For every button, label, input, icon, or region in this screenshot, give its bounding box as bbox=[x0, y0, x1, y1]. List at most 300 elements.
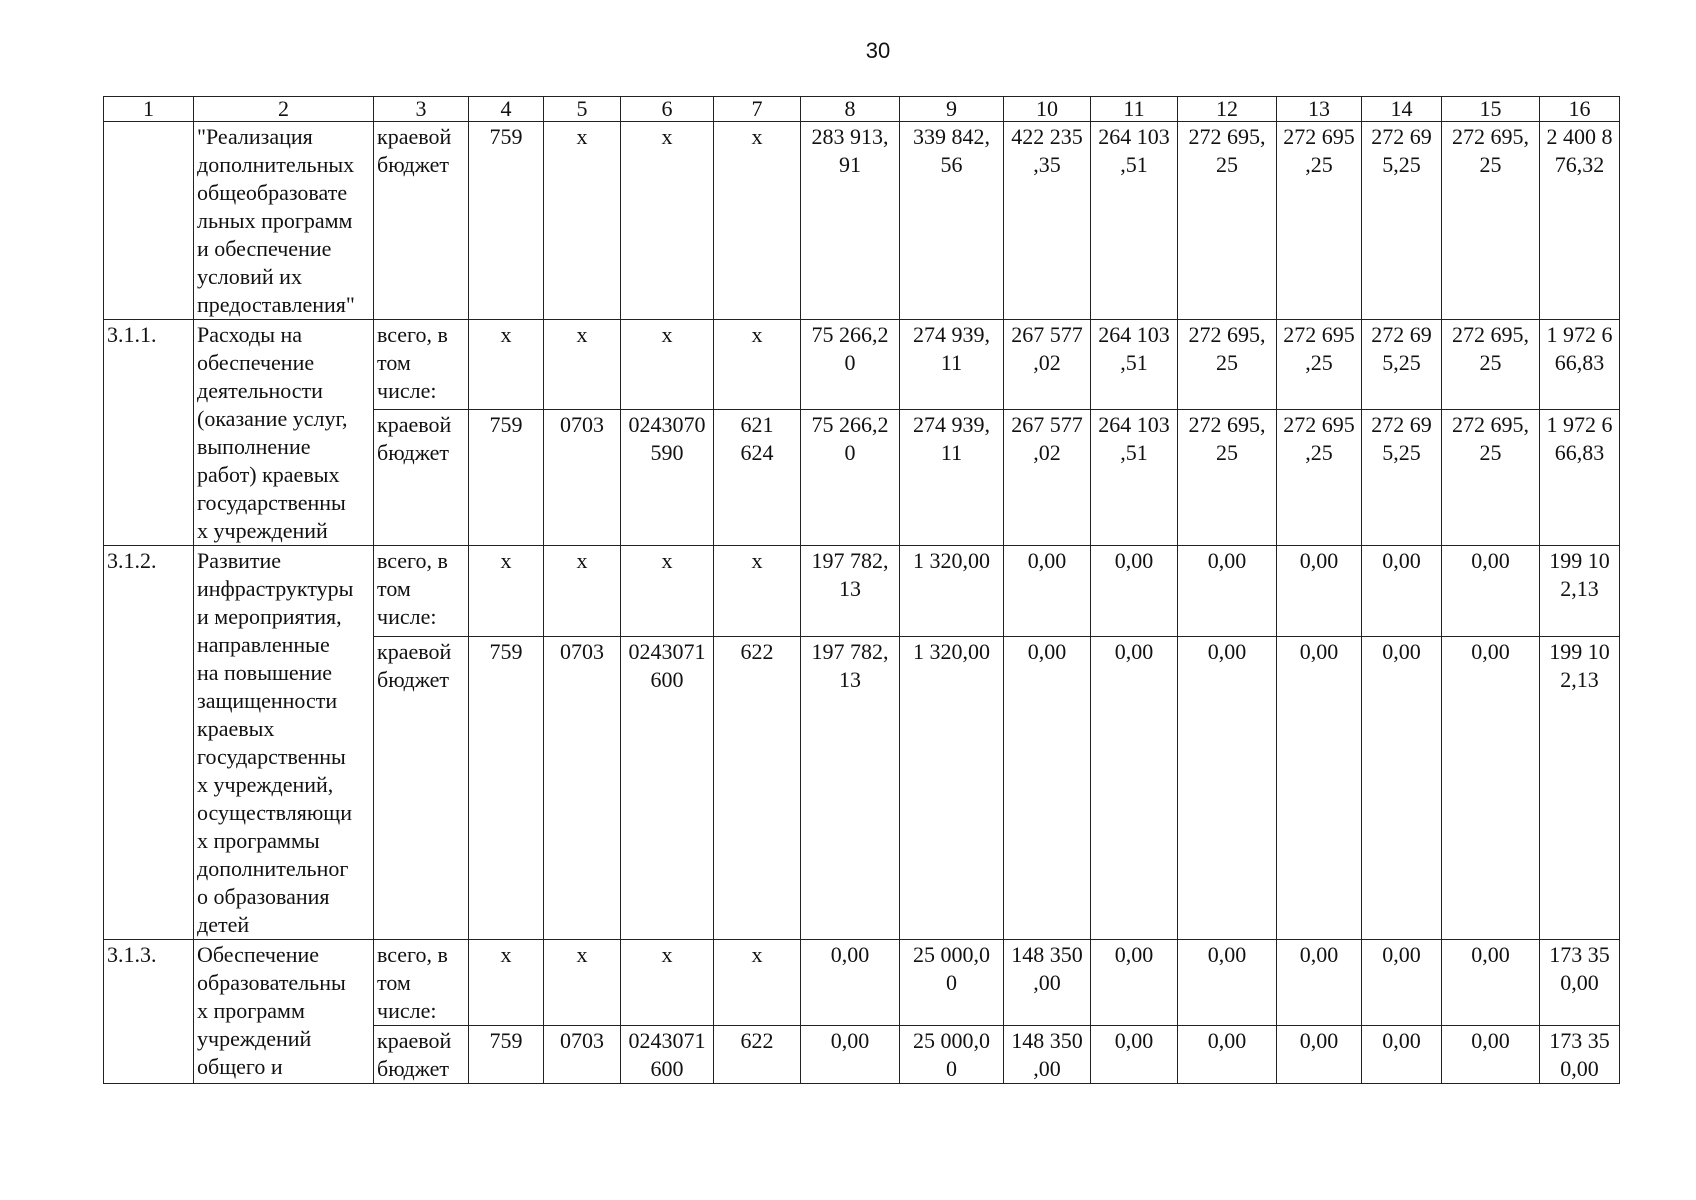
cell-line: x bbox=[661, 124, 673, 149]
cell-line: 0,00 bbox=[1114, 1028, 1154, 1053]
cell-line: 1 972 6 bbox=[1546, 322, 1613, 347]
cell-line: 283 913, bbox=[811, 124, 889, 149]
row-name bbox=[194, 320, 374, 546]
cell-line: 25 bbox=[1216, 350, 1238, 375]
cell-line: 66,83 bbox=[1554, 439, 1605, 465]
cell-line: том bbox=[377, 970, 411, 995]
value-col-14 bbox=[1362, 637, 1442, 940]
cell-line: ,25 bbox=[1305, 439, 1333, 465]
cell-line: "Реализация bbox=[197, 124, 313, 149]
cell-line: 600 bbox=[650, 1056, 684, 1081]
cell-line: x bbox=[661, 942, 673, 967]
cell-line: 11 bbox=[940, 350, 963, 375]
cell-line: 272 69 bbox=[1371, 322, 1432, 347]
cell-line: 590 bbox=[650, 439, 684, 465]
cell-line: 2,13 bbox=[1560, 667, 1599, 693]
value-col-8 bbox=[801, 320, 900, 410]
cell-line: 25 bbox=[1479, 439, 1502, 465]
cell-line: числе: bbox=[377, 998, 437, 1023]
cell-line: Развитие bbox=[197, 548, 282, 573]
value-col-16 bbox=[1540, 940, 1620, 1026]
cell-line: ,25 bbox=[1305, 152, 1333, 177]
value-col-15 bbox=[1442, 1026, 1540, 1084]
cell-line: деятельности bbox=[197, 378, 323, 403]
cell-line: 0,00 bbox=[1382, 548, 1421, 573]
value-col-13 bbox=[1277, 320, 1362, 410]
column-number-4: 4 bbox=[469, 97, 544, 122]
value-col-9 bbox=[900, 409, 1004, 545]
cell-line: общего и bbox=[197, 1054, 283, 1079]
value-col-15 bbox=[1442, 546, 1540, 637]
value-col-14 bbox=[1362, 1026, 1442, 1084]
cell-line: x bbox=[500, 548, 512, 573]
cell-line: 0,00 bbox=[1027, 548, 1067, 573]
cell-line: (оказание услуг, bbox=[197, 406, 348, 431]
cell-line: 0,00 bbox=[1114, 548, 1154, 573]
cell-line: предоставления" bbox=[197, 292, 355, 317]
cell-line: 0,00 bbox=[1207, 548, 1247, 573]
value-col-16 bbox=[1540, 409, 1620, 545]
value-col-10 bbox=[1004, 1026, 1091, 1084]
value-col-12 bbox=[1178, 1026, 1277, 1084]
value-col-9 bbox=[900, 320, 1004, 410]
cell-line: бюджет bbox=[377, 1056, 449, 1081]
value-col-14 bbox=[1362, 122, 1442, 320]
cell-line: 0 bbox=[844, 350, 856, 375]
value-col-14 bbox=[1362, 320, 1442, 410]
code-col-6 bbox=[621, 409, 714, 545]
value-col-11 bbox=[1091, 940, 1178, 1026]
cell-line: всего, в bbox=[377, 322, 448, 347]
column-number-8: 8 bbox=[801, 97, 900, 122]
cell-line: 5,25 bbox=[1382, 350, 1421, 375]
cell-line: 272 695 bbox=[1283, 124, 1355, 149]
cell-line: Расходы на bbox=[197, 322, 303, 347]
value-col-13 bbox=[1277, 546, 1362, 637]
cell-line: ,25 bbox=[1305, 350, 1333, 375]
cell-line: числе: bbox=[377, 378, 437, 403]
cell-line: образовательны bbox=[197, 970, 346, 995]
value-col-11 bbox=[1091, 546, 1178, 637]
cell-line: 25 bbox=[1216, 439, 1238, 465]
cell-line: 91 bbox=[839, 152, 861, 177]
budget-table bbox=[103, 96, 1620, 1084]
cell-line: х учреждений, bbox=[197, 772, 334, 797]
cell-line: 25 bbox=[1479, 350, 1502, 375]
cell-line: 0,00 bbox=[1027, 639, 1067, 665]
cell-line: бюджет bbox=[377, 439, 449, 465]
value-col-15 bbox=[1442, 637, 1540, 940]
cell-line: 0,00 bbox=[1560, 1056, 1599, 1081]
cell-line: 0,00 bbox=[1382, 1028, 1421, 1053]
code-col-7 bbox=[714, 637, 801, 940]
cell-line: краевой bbox=[377, 1028, 452, 1053]
code-col-6 bbox=[621, 637, 714, 940]
cell-line: краевой bbox=[377, 411, 452, 437]
cell-line: 3.1.1. bbox=[107, 322, 157, 347]
value-col-11 bbox=[1091, 122, 1178, 320]
row-name bbox=[194, 546, 374, 940]
cell-line: 173 35 bbox=[1549, 1028, 1610, 1053]
cell-line: 0703 bbox=[560, 411, 604, 437]
table-row bbox=[104, 940, 1620, 1026]
cell-line: 76,32 bbox=[1554, 152, 1605, 177]
value-col-9 bbox=[900, 1026, 1004, 1084]
row-id bbox=[104, 320, 194, 546]
cell-line: числе: bbox=[377, 604, 437, 629]
cell-line: 272 695 bbox=[1283, 411, 1355, 437]
cell-line: выполнение bbox=[197, 434, 311, 459]
cell-line: о образования bbox=[197, 884, 330, 909]
cell-line: 0,00 bbox=[1471, 639, 1510, 665]
cell-line: 264 103 bbox=[1098, 124, 1170, 149]
cell-line: 0,00 bbox=[1299, 548, 1339, 573]
cell-line: x bbox=[751, 942, 763, 967]
code-col-5 bbox=[544, 409, 621, 545]
cell-line: 0703 bbox=[560, 639, 604, 665]
cell-line: 272 695, bbox=[1188, 124, 1266, 149]
cell-line: x bbox=[661, 548, 673, 573]
cell-line: x bbox=[576, 322, 588, 347]
cell-line: 199 10 bbox=[1549, 639, 1610, 665]
cell-line: направленные bbox=[197, 632, 330, 657]
value-col-13 bbox=[1277, 637, 1362, 940]
cell-line: 0,00 bbox=[1299, 1028, 1339, 1053]
value-col-16 bbox=[1540, 320, 1620, 410]
cell-line: 0,00 bbox=[830, 942, 870, 967]
cell-line: ,51 bbox=[1120, 439, 1148, 465]
cell-line: 267 577 bbox=[1011, 322, 1083, 347]
cell-line: 0,00 bbox=[1299, 639, 1339, 665]
cell-line: 197 782, bbox=[811, 639, 889, 665]
cell-line: краевых bbox=[197, 716, 275, 741]
value-col-13 bbox=[1277, 122, 1362, 320]
cell-line: бюджет bbox=[377, 667, 449, 693]
value-col-10 bbox=[1004, 122, 1091, 320]
funding-source bbox=[374, 122, 469, 320]
cell-line: 267 577 bbox=[1011, 411, 1083, 437]
table-row bbox=[104, 546, 1620, 637]
column-number-6: 6 bbox=[621, 97, 714, 122]
row-name bbox=[194, 122, 374, 320]
cell-line: 25 bbox=[1216, 152, 1238, 177]
cell-line: 0,00 bbox=[830, 1028, 870, 1053]
cell-line: краевой bbox=[377, 639, 452, 665]
cell-line: 339 842, bbox=[913, 124, 990, 149]
cell-line: ,02 bbox=[1033, 350, 1061, 375]
cell-line: 272 695, bbox=[1452, 322, 1529, 347]
cell-line: 759 bbox=[489, 411, 523, 437]
cell-line: 0243071 bbox=[628, 1028, 706, 1053]
value-col-16 bbox=[1540, 637, 1620, 940]
table-body bbox=[104, 97, 1620, 1084]
row-name bbox=[194, 940, 374, 1084]
code-col-5 bbox=[544, 320, 621, 410]
cell-line: ,00 bbox=[1033, 970, 1061, 995]
cell-line: том bbox=[377, 350, 411, 375]
value-col-11 bbox=[1091, 637, 1178, 940]
cell-line: всего, в bbox=[377, 548, 448, 573]
value-col-10 bbox=[1004, 409, 1091, 545]
code-col-5 bbox=[544, 546, 621, 637]
cell-line: 0,00 bbox=[1299, 942, 1339, 967]
cell-line: краевой bbox=[377, 124, 452, 149]
cell-line: 1 320,00 bbox=[913, 548, 990, 573]
cell-line: обеспечение bbox=[197, 350, 315, 375]
cell-line: 11 bbox=[940, 439, 963, 465]
code-col-4 bbox=[469, 637, 544, 940]
cell-line: льных программ bbox=[197, 208, 353, 233]
cell-line: 759 bbox=[489, 639, 523, 665]
value-col-9 bbox=[900, 546, 1004, 637]
value-col-12 bbox=[1178, 409, 1277, 545]
cell-line: 272 695, bbox=[1452, 411, 1529, 437]
cell-line: работ) краевых bbox=[197, 462, 340, 487]
value-col-8 bbox=[801, 546, 900, 637]
cell-line: учреждений bbox=[197, 1026, 312, 1051]
cell-line: 5,25 bbox=[1382, 439, 1421, 465]
cell-line: 0,00 bbox=[1560, 970, 1599, 995]
cell-line: 148 350 bbox=[1011, 1028, 1083, 1053]
value-col-14 bbox=[1362, 546, 1442, 637]
cell-line: ,00 bbox=[1033, 1056, 1061, 1081]
cell-line: 2,13 bbox=[1560, 576, 1599, 601]
cell-line: 0 bbox=[946, 1056, 957, 1081]
column-number-12: 12 bbox=[1178, 97, 1277, 122]
value-col-12 bbox=[1178, 122, 1277, 320]
cell-line: 272 695, bbox=[1452, 124, 1529, 149]
cell-line: 0,00 bbox=[1207, 639, 1247, 665]
column-number-11: 11 bbox=[1091, 97, 1178, 122]
value-col-9 bbox=[900, 940, 1004, 1026]
cell-line: 13 bbox=[839, 576, 861, 601]
cell-line: 56 bbox=[940, 152, 963, 177]
value-col-8 bbox=[801, 940, 900, 1026]
table-row bbox=[104, 122, 1620, 320]
cell-line: 624 bbox=[740, 439, 774, 465]
cell-line: дополнительног bbox=[197, 856, 349, 881]
cell-line: 75 266,2 bbox=[811, 411, 889, 437]
code-col-7 bbox=[714, 320, 801, 410]
cell-line: 0 bbox=[844, 439, 856, 465]
code-col-7 bbox=[714, 409, 801, 545]
code-col-6 bbox=[621, 546, 714, 637]
cell-line: х программы bbox=[197, 828, 320, 853]
cell-line: 0,00 bbox=[1114, 639, 1154, 665]
code-col-6 bbox=[621, 122, 714, 320]
column-number-3: 3 bbox=[374, 97, 469, 122]
cell-line: Обеспечение bbox=[197, 942, 319, 967]
value-col-16 bbox=[1540, 546, 1620, 637]
value-col-11 bbox=[1091, 320, 1178, 410]
cell-line: инфраструктуры bbox=[197, 576, 354, 601]
cell-line: 25 bbox=[1479, 152, 1502, 177]
code-col-4 bbox=[469, 1026, 544, 1084]
cell-line: 199 10 bbox=[1549, 548, 1610, 573]
cell-line: 173 35 bbox=[1549, 942, 1610, 967]
cell-line: 272 695, bbox=[1188, 411, 1266, 437]
cell-line: 148 350 bbox=[1011, 942, 1083, 967]
cell-line: 274 939, bbox=[913, 411, 990, 437]
value-col-11 bbox=[1091, 409, 1178, 545]
row-id bbox=[104, 122, 194, 320]
cell-line: ,35 bbox=[1033, 152, 1061, 177]
cell-line: условий их bbox=[197, 264, 302, 289]
funding-source bbox=[374, 940, 469, 1026]
cell-line: x bbox=[751, 322, 763, 347]
cell-line: 75 266,2 bbox=[811, 322, 889, 347]
cell-line: 0703 bbox=[560, 1028, 604, 1053]
value-col-13 bbox=[1277, 409, 1362, 545]
code-col-5 bbox=[544, 1026, 621, 1084]
value-col-12 bbox=[1178, 940, 1277, 1026]
funding-source bbox=[374, 320, 469, 410]
funding-source bbox=[374, 1026, 469, 1084]
cell-line: 264 103 bbox=[1098, 411, 1170, 437]
cell-line: 274 939, bbox=[913, 322, 990, 347]
value-col-15 bbox=[1442, 320, 1540, 410]
code-col-5 bbox=[544, 122, 621, 320]
cell-line: x bbox=[751, 124, 763, 149]
cell-line: всего, в bbox=[377, 942, 448, 967]
value-col-16 bbox=[1540, 1026, 1620, 1084]
cell-line: 1 320,00 bbox=[913, 639, 990, 665]
value-col-16 bbox=[1540, 122, 1620, 320]
funding-source bbox=[374, 637, 469, 940]
cell-line: и обеспечение bbox=[197, 236, 332, 261]
code-col-4 bbox=[469, 122, 544, 320]
cell-line: 0,00 bbox=[1471, 1028, 1510, 1053]
value-col-15 bbox=[1442, 940, 1540, 1026]
cell-line: ,51 bbox=[1120, 152, 1148, 177]
cell-line: 66,83 bbox=[1554, 350, 1605, 375]
cell-line: общеобразовате bbox=[197, 180, 348, 205]
cell-line: 1 972 6 bbox=[1546, 411, 1613, 437]
row-id bbox=[104, 940, 194, 1084]
cell-line: ,51 bbox=[1120, 350, 1148, 375]
cell-line: 3.1.3. bbox=[107, 942, 157, 967]
cell-line: x bbox=[500, 322, 512, 347]
cell-line: x bbox=[576, 124, 588, 149]
column-number-16: 16 bbox=[1540, 97, 1620, 122]
cell-line: 2 400 8 bbox=[1546, 124, 1613, 149]
code-col-4 bbox=[469, 546, 544, 637]
value-col-8 bbox=[801, 122, 900, 320]
value-col-10 bbox=[1004, 546, 1091, 637]
cell-line: 759 bbox=[489, 124, 523, 149]
cell-line: 0,00 bbox=[1471, 548, 1510, 573]
cell-line: 272 695, bbox=[1188, 322, 1266, 347]
cell-line: 0,00 bbox=[1382, 639, 1421, 665]
code-col-6 bbox=[621, 320, 714, 410]
value-col-9 bbox=[900, 122, 1004, 320]
value-col-12 bbox=[1178, 637, 1277, 940]
cell-line: осуществляющи bbox=[197, 800, 352, 825]
column-number-1: 1 bbox=[104, 97, 194, 122]
funding-source bbox=[374, 409, 469, 545]
value-col-13 bbox=[1277, 940, 1362, 1026]
cell-line: ,02 bbox=[1033, 439, 1061, 465]
column-number-5: 5 bbox=[544, 97, 621, 122]
cell-line: x bbox=[500, 942, 512, 967]
cell-line: дополнительных bbox=[197, 152, 355, 177]
cell-line: 3.1.2. bbox=[107, 548, 157, 573]
column-number-7: 7 bbox=[714, 97, 801, 122]
cell-line: x bbox=[751, 548, 763, 573]
cell-line: х учреждений bbox=[197, 518, 328, 543]
cell-line: x bbox=[576, 942, 588, 967]
row-id bbox=[104, 546, 194, 940]
cell-line: 5,25 bbox=[1382, 152, 1421, 177]
value-col-11 bbox=[1091, 1026, 1178, 1084]
cell-line: 0243070 bbox=[628, 411, 706, 437]
code-col-5 bbox=[544, 637, 621, 940]
page-number: 30 bbox=[865, 38, 891, 63]
code-col-6 bbox=[621, 1026, 714, 1084]
value-col-10 bbox=[1004, 320, 1091, 410]
code-col-5 bbox=[544, 940, 621, 1026]
cell-line: 0,00 bbox=[1114, 942, 1154, 967]
code-col-6 bbox=[621, 940, 714, 1026]
value-col-14 bbox=[1362, 409, 1442, 545]
code-col-7 bbox=[714, 940, 801, 1026]
cell-line: 0 bbox=[946, 970, 957, 995]
value-col-15 bbox=[1442, 409, 1540, 545]
cell-line: 197 782, bbox=[811, 548, 889, 573]
cell-line: 272 69 bbox=[1371, 411, 1432, 437]
code-col-4 bbox=[469, 409, 544, 545]
column-number-10: 10 bbox=[1004, 97, 1091, 122]
cell-line: 0,00 bbox=[1471, 942, 1510, 967]
cell-line: 272 695 bbox=[1283, 322, 1355, 347]
cell-line: и мероприятия, bbox=[197, 604, 342, 629]
code-col-4 bbox=[469, 320, 544, 410]
column-number-9: 9 bbox=[900, 97, 1004, 122]
value-col-15 bbox=[1442, 122, 1540, 320]
cell-line: том bbox=[377, 576, 411, 601]
table-row bbox=[104, 320, 1620, 410]
cell-line: 272 69 bbox=[1371, 124, 1432, 149]
cell-line: государственны bbox=[197, 744, 346, 769]
cell-line: х программ bbox=[197, 998, 305, 1023]
cell-line: 0,00 bbox=[1207, 1028, 1247, 1053]
cell-line: 622 bbox=[740, 1028, 774, 1053]
cell-line: государственны bbox=[197, 490, 346, 515]
value-col-12 bbox=[1178, 546, 1277, 637]
value-col-9 bbox=[900, 637, 1004, 940]
cell-line: x bbox=[576, 548, 588, 573]
cell-line: 0,00 bbox=[1382, 942, 1421, 967]
cell-line: 0243071 bbox=[628, 639, 706, 665]
cell-line: 422 235 bbox=[1011, 124, 1083, 149]
code-col-4 bbox=[469, 940, 544, 1026]
cell-line: 759 bbox=[489, 1028, 523, 1053]
value-col-10 bbox=[1004, 637, 1091, 940]
header-row bbox=[104, 97, 1620, 122]
cell-line: 25 000,0 bbox=[913, 1028, 990, 1053]
value-col-8 bbox=[801, 409, 900, 545]
value-col-10 bbox=[1004, 940, 1091, 1026]
cell-line: на повышение bbox=[197, 660, 332, 685]
cell-line: защищенности bbox=[197, 688, 338, 713]
column-number-13: 13 bbox=[1277, 97, 1362, 122]
value-col-8 bbox=[801, 637, 900, 940]
value-col-12 bbox=[1178, 320, 1277, 410]
code-col-7 bbox=[714, 122, 801, 320]
value-col-14 bbox=[1362, 940, 1442, 1026]
cell-line: 600 bbox=[650, 667, 684, 693]
value-col-13 bbox=[1277, 1026, 1362, 1084]
